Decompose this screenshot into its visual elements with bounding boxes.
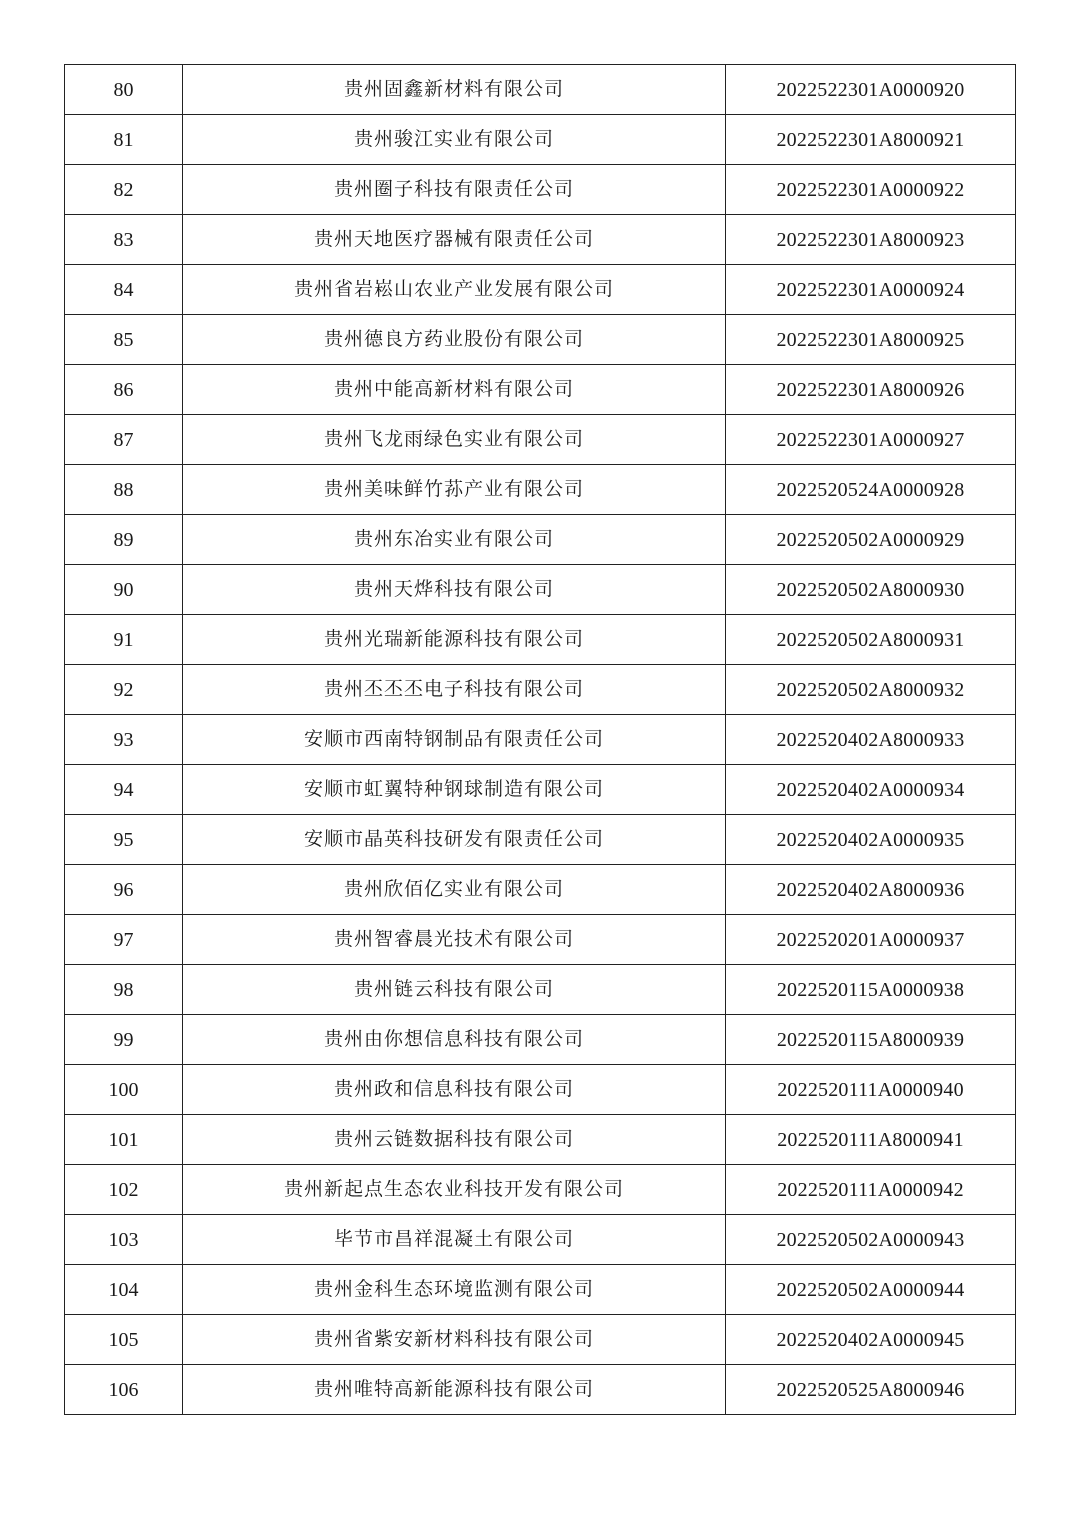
- table-row: [65, 665, 1016, 715]
- table-row: [65, 1265, 1016, 1315]
- table-row: [65, 165, 1016, 215]
- company-name: 贵州圈子科技有限责任公司: [183, 165, 726, 215]
- row-number: 92: [65, 665, 183, 715]
- company-name: 贵州骏江实业有限公司: [183, 115, 726, 165]
- registration-code: 2022522301A0000924: [726, 265, 1016, 315]
- company-name: 安顺市西南特钢制品有限责任公司: [183, 715, 726, 765]
- company-name: 贵州德良方药业股份有限公司: [183, 315, 726, 365]
- row-number: 82: [65, 165, 183, 215]
- table-row: [65, 365, 1016, 415]
- row-number: 95: [65, 815, 183, 865]
- table-row: [65, 1215, 1016, 1265]
- table-row: [65, 915, 1016, 965]
- registration-code: 2022520402A8000933: [726, 715, 1016, 765]
- company-name: 贵州东冶实业有限公司: [183, 515, 726, 565]
- registration-code: 2022522301A8000921: [726, 115, 1016, 165]
- registration-code: 2022520111A0000940: [726, 1065, 1016, 1115]
- row-number: 81: [65, 115, 183, 165]
- table-row: [65, 265, 1016, 315]
- table-row: [65, 565, 1016, 615]
- company-name: 毕节市昌祥混凝土有限公司: [183, 1215, 726, 1265]
- row-number: 86: [65, 365, 183, 415]
- table-row: [65, 765, 1016, 815]
- company-name: 贵州政和信息科技有限公司: [183, 1065, 726, 1115]
- registration-code: 2022520115A8000939: [726, 1015, 1016, 1065]
- registration-code: 2022522301A8000926: [726, 365, 1016, 415]
- table-row: [65, 315, 1016, 365]
- company-list-sheet: [64, 64, 1015, 1415]
- table-row: [65, 1165, 1016, 1215]
- row-number: 104: [65, 1265, 183, 1315]
- table-row: [65, 415, 1016, 465]
- row-number: 102: [65, 1165, 183, 1215]
- row-number: 84: [65, 265, 183, 315]
- company-name: 贵州固鑫新材料有限公司: [183, 65, 726, 115]
- company-name: 贵州省紫安新材料科技有限公司: [183, 1315, 726, 1365]
- company-name: 贵州链云科技有限公司: [183, 965, 726, 1015]
- company-name: 贵州新起点生态农业科技开发有限公司: [183, 1165, 726, 1215]
- company-name: 贵州光瑞新能源科技有限公司: [183, 615, 726, 665]
- company-name: 贵州中能高新材料有限公司: [183, 365, 726, 415]
- registration-code: 2022520111A8000941: [726, 1115, 1016, 1165]
- row-number: 89: [65, 515, 183, 565]
- registration-code: 2022520402A0000934: [726, 765, 1016, 815]
- table-row: [65, 965, 1016, 1015]
- company-name: 贵州飞龙雨绿色实业有限公司: [183, 415, 726, 465]
- company-name: 贵州云链数据科技有限公司: [183, 1115, 726, 1165]
- registration-code: 2022522301A8000923: [726, 215, 1016, 265]
- company-name: 贵州智睿晨光技术有限公司: [183, 915, 726, 965]
- company-name: 贵州天烨科技有限公司: [183, 565, 726, 615]
- row-number: 88: [65, 465, 183, 515]
- table-row: [65, 65, 1016, 115]
- company-name: 贵州欣佰亿实业有限公司: [183, 865, 726, 915]
- registration-code: 2022520524A0000928: [726, 465, 1016, 515]
- row-number: 85: [65, 315, 183, 365]
- registration-code: 2022520402A8000936: [726, 865, 1016, 915]
- table-body: [65, 65, 1016, 1415]
- table-row: [65, 215, 1016, 265]
- table-row: [65, 865, 1016, 915]
- table-row: [65, 1115, 1016, 1165]
- registration-code: 2022520115A0000938: [726, 965, 1016, 1015]
- row-number: 103: [65, 1215, 183, 1265]
- row-number: 97: [65, 915, 183, 965]
- table-row: [65, 115, 1016, 165]
- company-name: 贵州丕丕丕电子科技有限公司: [183, 665, 726, 715]
- company-name: 贵州美味鲜竹荪产业有限公司: [183, 465, 726, 515]
- registration-code: 2022522301A0000922: [726, 165, 1016, 215]
- table-row: [65, 715, 1016, 765]
- row-number: 101: [65, 1115, 183, 1165]
- company-name: 贵州唯特高新能源科技有限公司: [183, 1365, 726, 1415]
- registration-code: 2022520502A8000930: [726, 565, 1016, 615]
- company-registration-table: [64, 64, 1016, 1415]
- table-row: [65, 1015, 1016, 1065]
- row-number: 91: [65, 615, 183, 665]
- table-row: [65, 1315, 1016, 1365]
- registration-code: 2022520502A0000944: [726, 1265, 1016, 1315]
- row-number: 94: [65, 765, 183, 815]
- registration-code: 2022520402A0000945: [726, 1315, 1016, 1365]
- row-number: 90: [65, 565, 183, 615]
- company-name: 贵州由你想信息科技有限公司: [183, 1015, 726, 1065]
- table-row: [65, 1365, 1016, 1415]
- row-number: 100: [65, 1065, 183, 1115]
- row-number: 80: [65, 65, 183, 115]
- row-number: 83: [65, 215, 183, 265]
- company-name: 贵州金科生态环境监测有限公司: [183, 1265, 726, 1315]
- registration-code: 2022520502A0000943: [726, 1215, 1016, 1265]
- company-name: 贵州天地医疗器械有限责任公司: [183, 215, 726, 265]
- registration-code: 2022520402A0000935: [726, 815, 1016, 865]
- table-row: [65, 515, 1016, 565]
- table-row: [65, 615, 1016, 665]
- row-number: 87: [65, 415, 183, 465]
- table-row: [65, 815, 1016, 865]
- company-name: 安顺市晶英科技研发有限责任公司: [183, 815, 726, 865]
- row-number: 105: [65, 1315, 183, 1365]
- registration-code: 2022522301A0000927: [726, 415, 1016, 465]
- registration-code: 2022520201A0000937: [726, 915, 1016, 965]
- row-number: 99: [65, 1015, 183, 1065]
- table-row: [65, 465, 1016, 515]
- registration-code: 2022520502A8000931: [726, 615, 1016, 665]
- registration-code: 2022520111A0000942: [726, 1165, 1016, 1215]
- table-row: [65, 1065, 1016, 1115]
- registration-code: 2022522301A0000920: [726, 65, 1016, 115]
- registration-code: 2022520502A8000932: [726, 665, 1016, 715]
- company-name: 安顺市虹翼特种钢球制造有限公司: [183, 765, 726, 815]
- registration-code: 2022520525A8000946: [726, 1365, 1016, 1415]
- row-number: 93: [65, 715, 183, 765]
- company-name: 贵州省岩崧山农业产业发展有限公司: [183, 265, 726, 315]
- row-number: 96: [65, 865, 183, 915]
- registration-code: 2022520502A0000929: [726, 515, 1016, 565]
- row-number: 98: [65, 965, 183, 1015]
- row-number: 106: [65, 1365, 183, 1415]
- registration-code: 2022522301A8000925: [726, 315, 1016, 365]
